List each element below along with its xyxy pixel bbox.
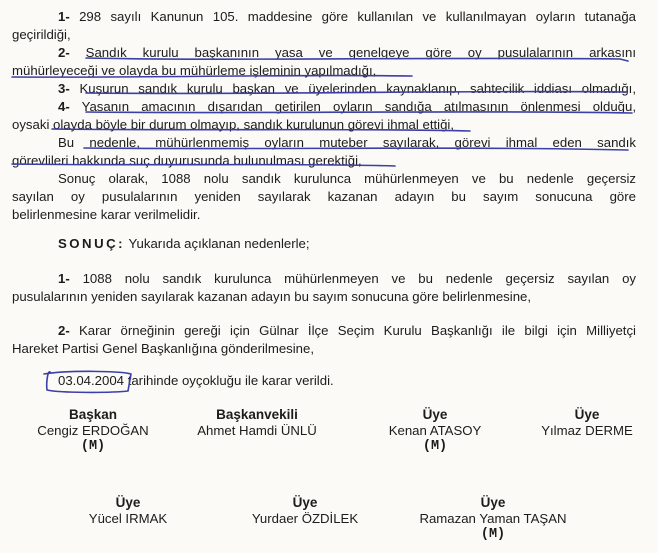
conclusion-heading-line xyxy=(0,235,658,253)
conclusion-item-1-text: 1088 nolu sandık kurulunca mühürlenmeyen ve bu nedenle geçersiz sayılan oy xyxy=(82,271,636,286)
signatory-role: Başkan xyxy=(68,407,118,422)
conclusion-heading: SONUÇ: xyxy=(58,236,126,251)
conclusion-item-1-number: 1- xyxy=(58,271,70,286)
paragraph-6-line-1: Sonuç olarak, 1088 nolu sandık kurulunca mühürlenmeyen ve bu nedenle geçersiz xyxy=(58,171,636,186)
paragraph-6-line-3: belirlenmesine karar verilmelidir. xyxy=(12,207,201,222)
paragraph-5-line-2: görevlileri hakkında suç duyurusunda bulunulması gerektiği, xyxy=(12,153,362,168)
signatory-name: Kenan ATASOY xyxy=(388,423,482,438)
paragraph-5-line-1: Bu nedenle, mühürlenmemiş oyların muteber sayılarak, görevi ihmal eden sandık xyxy=(58,135,636,150)
conclusion-item-2-number: 2- xyxy=(58,323,70,338)
signatory-1 xyxy=(8,407,178,455)
decision-date: 03.04.2004 xyxy=(58,373,125,388)
paragraph-6-line-2: sayılan oy pusulalarının yeniden sayılarak kazanan adayın bu sayım sonucuna göre xyxy=(12,189,636,204)
signatory-name: Yurdaer ÖZDİLEK xyxy=(251,511,359,526)
signatory-role: Üye xyxy=(574,407,600,422)
signatory-role: Üye xyxy=(115,495,141,510)
conclusion-item-2-line-2: Hareket Partisi Genel Başkanlığına gönderilmesine, xyxy=(12,341,315,356)
conclusion-item-1-line-1 xyxy=(0,270,658,288)
paragraph-1-text: 298 sayılı Kanunun 105. maddesine göre kullanılan ve kullanılmayan oyların tutanağa xyxy=(79,9,636,24)
decision-date-line xyxy=(0,372,658,390)
signatory-5 xyxy=(43,495,213,527)
signatory-2 xyxy=(172,407,342,439)
signatory-4 xyxy=(502,407,658,439)
paragraph-2-line-1 xyxy=(0,44,658,62)
signatory-3 xyxy=(350,407,520,455)
signatory-role: Üye xyxy=(480,495,506,510)
paragraph-4-number: 4- xyxy=(58,99,70,114)
paragraph-1-number: 1- xyxy=(58,9,70,24)
conclusion-intro: Yukarıda açıklanan nedenlerle; xyxy=(128,236,310,251)
paragraph-1-line-1 xyxy=(0,8,658,26)
paragraph-3-text: Kuşurun sandık kurulu başkan ve üyelerinden kaynaklanıp, sahtecilik iddiası olmadığı, xyxy=(79,81,636,96)
decision-date-suffix: tarihinde oyçokluğu ile karar verildi. xyxy=(127,373,334,388)
paragraph-1-line-2: geçirildiği, xyxy=(12,27,71,42)
conclusion-item-1-line-2: pusulalarının yeniden sayılarak kazanan adayın bu sayım sonucuna göre belirlenmesine, xyxy=(12,289,532,304)
signatory-role: Üye xyxy=(292,495,318,510)
paragraph-4-line-1 xyxy=(0,98,658,116)
paragraph-4-line-2: oysaki olayda böyle bir durum olmayıp, sandık kurulunun görevi ihmal ettiği, xyxy=(12,117,455,132)
signatory-name: Yücel IRMAK xyxy=(88,511,168,526)
signatory-7 xyxy=(408,495,578,543)
paragraph-2-text: Sandık kurulu başkanının yasa ve genelgeye göre oy pusulalarının arkasını xyxy=(85,45,636,60)
signatory-name: Ramazan Yaman TAŞAN xyxy=(419,511,567,526)
conclusion-item-2-text: Karar örneğinin gereği için Gülnar İlçe Seçim Kurulu Başkanlığı ile bilgi için Milliyetçi xyxy=(79,323,636,338)
paragraph-3-number: 3- xyxy=(58,81,70,96)
signatory-name: Yılmaz DERME xyxy=(541,423,633,438)
signatory-role: Başkanvekili xyxy=(216,407,298,422)
signatory-6 xyxy=(220,495,390,527)
signatory-name: Cengiz ERDOĞAN xyxy=(37,423,149,438)
signatory-name: Ahmet Hamdi ÜNLÜ xyxy=(197,423,317,438)
paragraph-4-text: Yasanın amacının dışarıdan getirilen oyların sandığa atılmasının önlenmesi olduğu, xyxy=(81,99,636,114)
signatory-mark: (M) xyxy=(480,527,506,542)
signatory-role: Üye xyxy=(422,407,448,422)
signatory-mark: (M) xyxy=(80,439,106,454)
signatory-mark: (M) xyxy=(422,439,448,454)
paragraph-3-line-1 xyxy=(0,80,658,98)
paragraph-2-line-2: mühürleyeceği ve olayda bu mühürleme işleminin yapılmadığı, xyxy=(12,63,377,78)
paragraph-2-number: 2- xyxy=(58,45,70,60)
conclusion-item-2-line-1 xyxy=(0,322,658,340)
